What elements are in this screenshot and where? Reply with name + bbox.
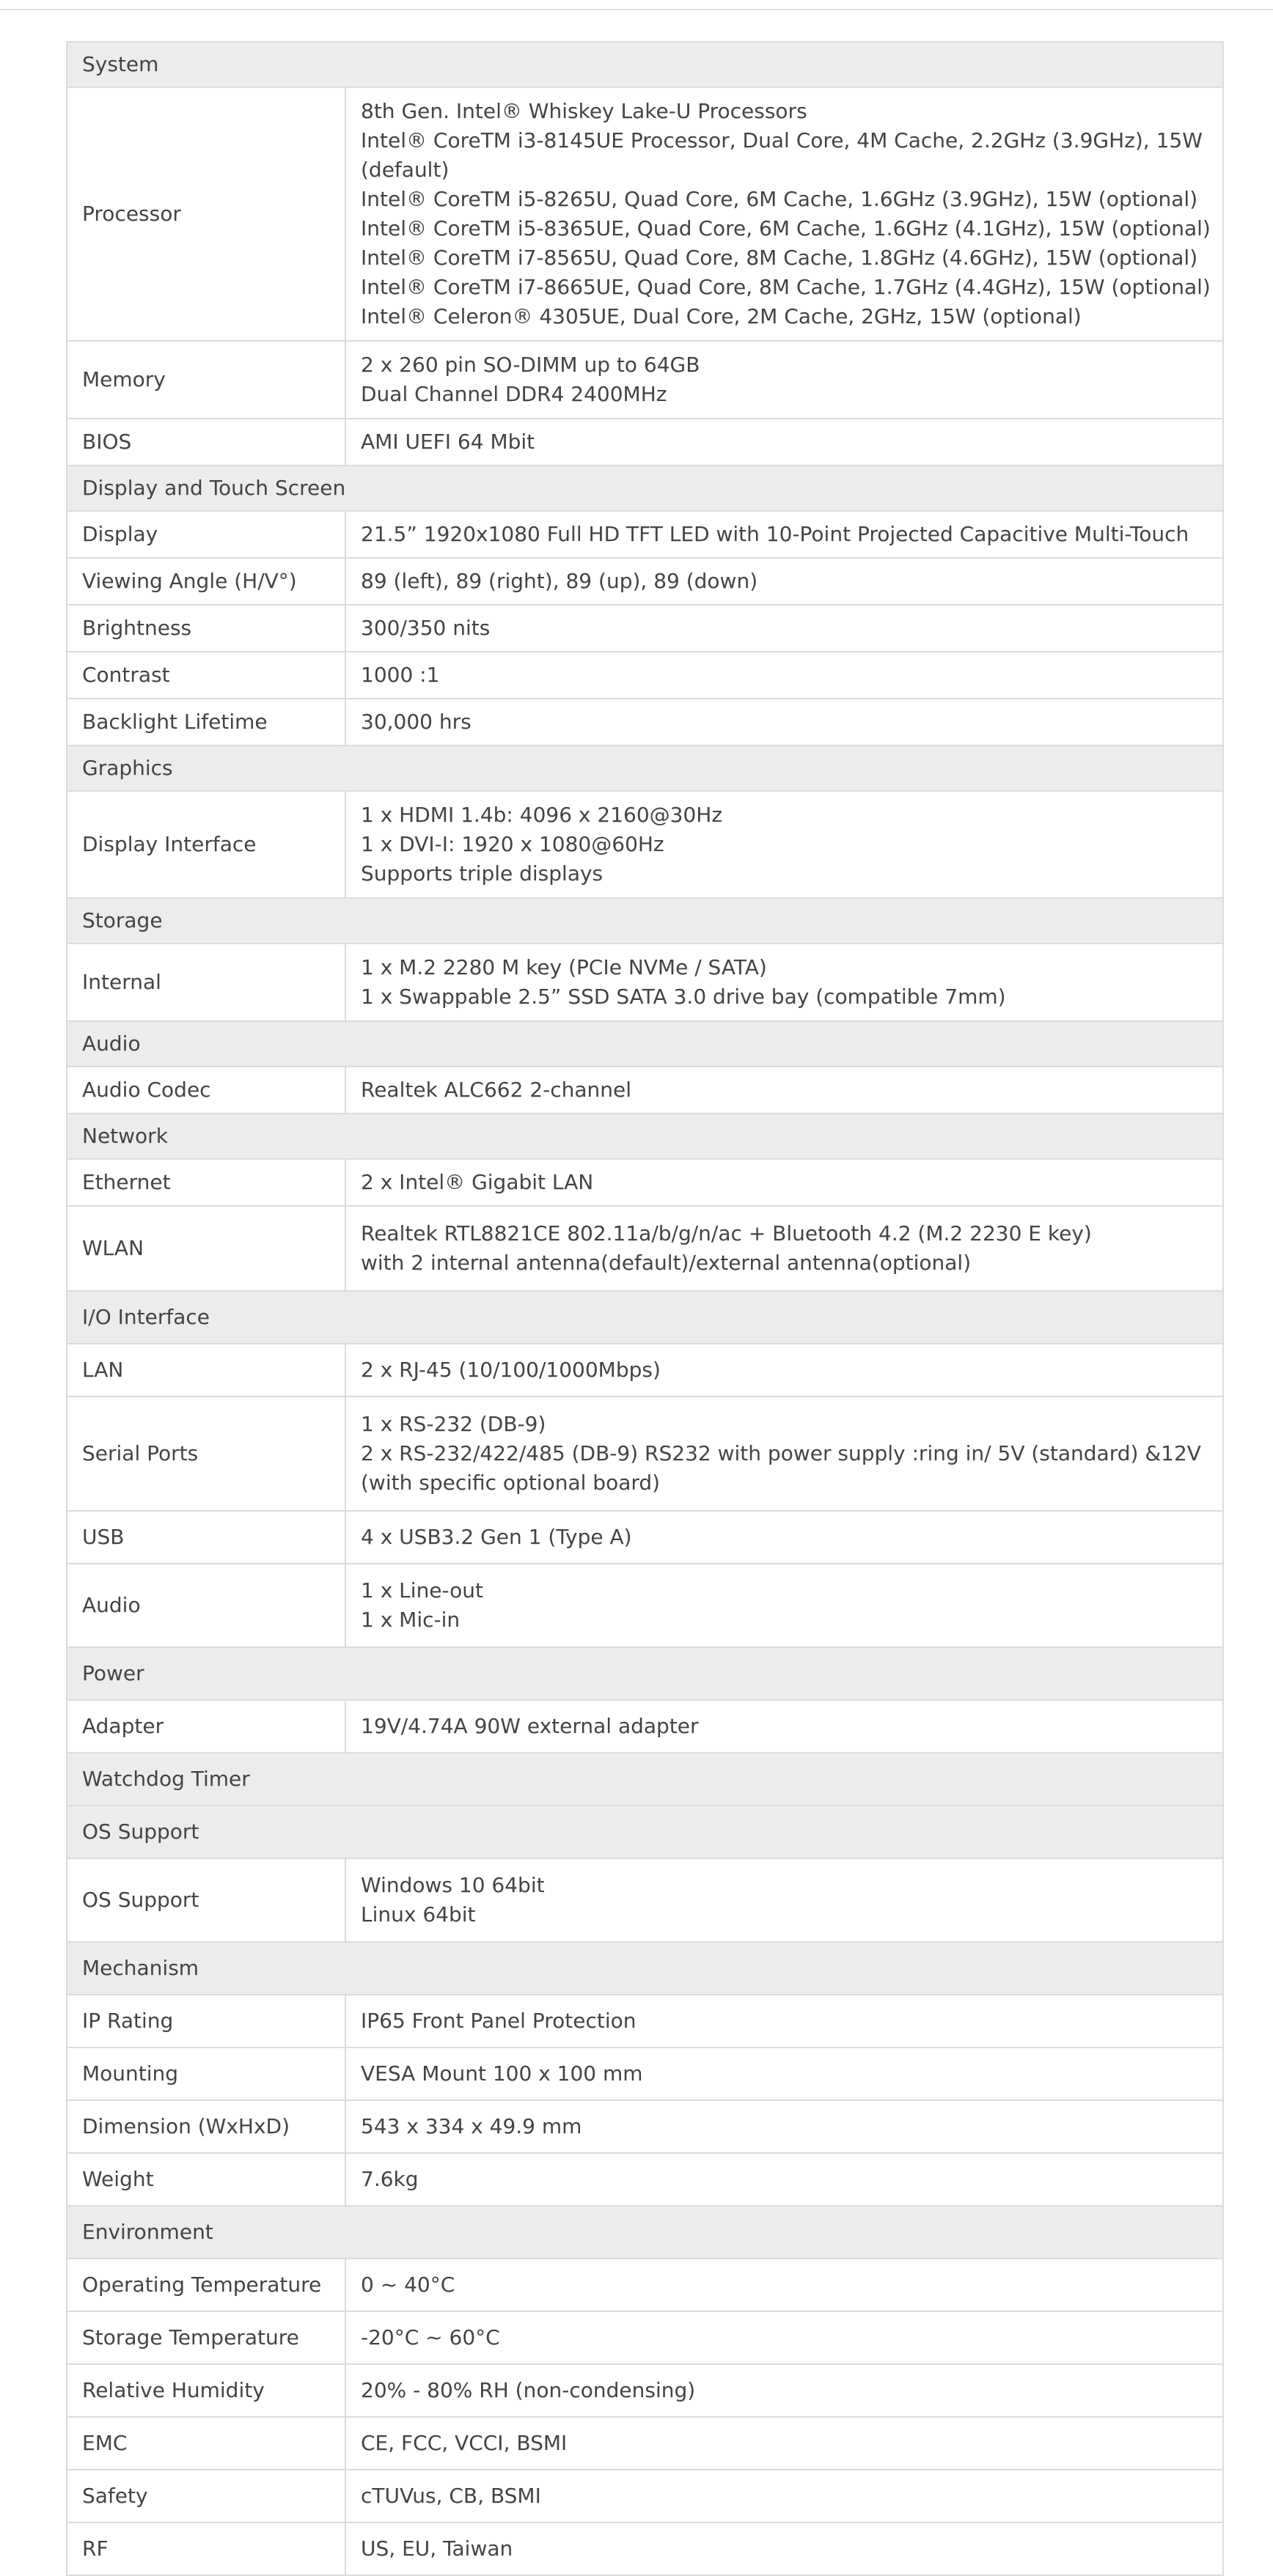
spec-value-line: Intel® Celeron® 4305UE, Dual Core, 2M Cache, 2GHz, 15W (optional) [361,304,1082,328]
spec-label: USB [67,1511,345,1564]
spec-value [345,652,1223,699]
spec-row [67,1344,1223,1396]
spec-value-line: 1 x Mic-in [361,1608,461,1632]
spec-value-line: 300/350 nits [361,616,491,640]
spec-value [345,87,1223,341]
section-header [67,1114,1223,1159]
spec-value [345,1067,1223,1114]
spec-value-line: 19V/4.74A 90W external adapter [361,1714,699,1738]
spec-label: Operating Temperature [67,2259,345,2311]
section-title: System [67,42,1223,87]
spec-value [345,341,1223,419]
section-header [67,1291,1223,1344]
spec-value [345,2153,1223,2206]
spec-value [345,1159,1223,1206]
spec-value-line: VESA Mount 100 x 100 mm [361,2061,643,2086]
spec-value [345,1700,1223,1753]
spec-row [67,1858,1223,1942]
spec-value-line: CE, FCC, VCCI, BSMI [361,2431,568,2455]
spec-label: OS Support [67,1858,345,1942]
spec-value [345,2522,1223,2575]
spec-row [67,2047,1223,2100]
section-header [67,746,1223,791]
spec-value-line: Intel® CoreTM i5-8365UE, Quad Core, 6M Cache, 1.6GHz (4.1GHz), 15W (optional) [361,216,1211,240]
spec-row [67,87,1223,341]
spec-value-line: 2 x 260 pin SO-DIMM up to 64GB [361,353,700,377]
spec-row [67,1159,1223,1206]
spec-value-line: 21.5” 1920x1080 Full HD TFT LED with 10-Point Projected Capacitive Multi-Touch [361,522,1189,546]
spec-value-line: 0 ~ 40°C [361,2273,455,2297]
spec-row [67,2470,1223,2522]
spec-row [67,1564,1223,1647]
spec-row [67,419,1223,465]
spec-label: Dimension (WxHxD) [67,2100,345,2153]
spec-value-line: US, EU, Taiwan [361,2536,513,2561]
spec-value [345,1564,1223,1647]
spec-row [67,652,1223,699]
spec-value-line: 1000 :1 [361,663,440,687]
spec-value [345,605,1223,652]
spec-label: Audio [67,1564,345,1647]
section-header [67,898,1223,943]
spec-value [345,1344,1223,1396]
spec-label: Internal [67,943,345,1021]
top-divider [0,9,1273,10]
section-header [67,42,1223,87]
spec-value-line: Realtek ALC662 2-channel [361,1078,632,1102]
spec-row [67,2364,1223,2417]
spec-row [67,511,1223,558]
spec-label: Relative Humidity [67,2364,345,2417]
spec-value-line: 1 x Line-out [361,1578,484,1602]
section-title: Watchdog Timer [67,1753,1223,1806]
spec-value-line: 1 x RS-232 (DB-9) [361,1412,546,1436]
spec-label: Viewing Angle (H/V°) [67,558,345,605]
spec-value [345,2417,1223,2470]
spec-value-line: with 2 internal antenna(default)/external antenna(optional) [361,1251,972,1275]
spec-label: Contrast [67,652,345,699]
spec-value-line: 7.6kg [361,2167,419,2191]
spec-label: EMC [67,2417,345,2470]
spec-value [345,1511,1223,1564]
spec-label: Display Interface [67,791,345,898]
section-header [67,1806,1223,1858]
spec-value-line: 8th Gen. Intel® Whiskey Lake-U Processors [361,99,807,123]
spec-value-line: (with specific optional board) [361,1471,661,1495]
section-header [67,1021,1223,1067]
spec-value [345,2311,1223,2364]
spec-row [67,699,1223,746]
spec-value [345,1206,1223,1291]
spec-value [345,419,1223,465]
spec-value-line: 2 x RS-232/422/485 (DB-9) RS232 with power supply :ring in/ 5V (standard) &12V [361,1441,1201,1465]
section-header [67,1753,1223,1806]
spec-table [66,41,1224,2576]
spec-value [345,791,1223,898]
spec-label: Storage Temperature [67,2311,345,2364]
section-title: Network [67,1114,1223,1159]
spec-label: Processor [67,87,345,341]
spec-value-line: Intel® CoreTM i3-8145UE Processor, Dual Core, 4M Cache, 2.2GHz (3.9GHz), 15W [361,128,1203,152]
spec-label: Backlight Lifetime [67,699,345,746]
spec-value [345,2100,1223,2153]
spec-label: LAN [67,1344,345,1396]
spec-row [67,2259,1223,2311]
spec-value-line: 4 x USB3.2 Gen 1 (Type A) [361,1525,632,1549]
spec-label: Weight [67,2153,345,2206]
spec-value-line: cTUVus, CB, BSMI [361,2484,541,2508]
section-title: Audio [67,1021,1223,1067]
spec-value-line: Dual Channel DDR4 2400MHz [361,382,667,406]
spec-label: BIOS [67,419,345,465]
spec-value [345,2047,1223,2100]
spec-label: Adapter [67,1700,345,1753]
spec-value-line: (default) [361,158,450,182]
spec-table-body [67,42,1223,2575]
section-title: Storage [67,898,1223,943]
spec-row [67,1511,1223,1564]
spec-value [345,558,1223,605]
spec-value-line: 543 x 334 x 49.9 mm [361,2114,582,2138]
section-title: Power [67,1647,1223,1700]
spec-value-line: 89 (left), 89 (right), 89 (up), 89 (down) [361,569,758,593]
section-header [67,1942,1223,1995]
spec-value-line: AMI UEFI 64 Mbit [361,430,535,454]
spec-row [67,2100,1223,2153]
spec-row [67,943,1223,1021]
spec-row [67,2522,1223,2575]
spec-value-line: 30,000 hrs [361,710,472,734]
spec-value [345,943,1223,1021]
spec-value-line: 1 x HDMI 1.4b: 4096 x 2160@30Hz [361,803,723,827]
section-title: OS Support [67,1806,1223,1858]
spec-row [67,791,1223,898]
section-header [67,1647,1223,1700]
spec-value [345,1995,1223,2047]
spec-row [67,1700,1223,1753]
spec-row [67,2153,1223,2206]
spec-row [67,341,1223,419]
spec-value [345,2364,1223,2417]
spec-label: RF [67,2522,345,2575]
spec-value [345,2259,1223,2311]
spec-value-line: Windows 10 64bit [361,1873,545,1897]
spec-row [67,2417,1223,2470]
spec-value [345,1396,1223,1511]
section-title: Environment [67,2206,1223,2259]
section-title: Graphics [67,746,1223,791]
spec-row [67,1067,1223,1114]
spec-value [345,2470,1223,2522]
spec-value-line: Intel® CoreTM i7-8665UE, Quad Core, 8M Cache, 1.7GHz (4.4GHz), 15W (optional) [361,275,1211,299]
spec-value-line: Supports triple displays [361,861,604,886]
spec-value-line: -20°C ~ 60°C [361,2325,500,2349]
spec-value-line: Intel® CoreTM i5-8265U, Quad Core, 6M Cache, 1.6GHz (3.9GHz), 15W (optional) [361,187,1198,211]
section-title: I/O Interface [67,1291,1223,1344]
spec-label: WLAN [67,1206,345,1291]
spec-label: Display [67,511,345,558]
spec-row [67,558,1223,605]
spec-value-line: 1 x DVI-I: 1920 x 1080@60Hz [361,832,664,856]
spec-label: Audio Codec [67,1067,345,1114]
spec-value-line: Linux 64bit [361,1902,476,1927]
spec-value-line: Intel® CoreTM i7-8565U, Quad Core, 8M Cache, 1.8GHz (4.6GHz), 15W (optional) [361,246,1198,270]
spec-row [67,2311,1223,2364]
spec-value-line: 20% - 80% RH (non-condensing) [361,2378,696,2402]
spec-label: Brightness [67,605,345,652]
spec-label: Memory [67,341,345,419]
section-title: Display and Touch Screen [67,465,1223,511]
spec-label: IP Rating [67,1995,345,2047]
spec-value [345,1858,1223,1942]
spec-label: Serial Ports [67,1396,345,1511]
spec-value [345,511,1223,558]
spec-value-line: 1 x Swappable 2.5” SSD SATA 3.0 drive bay (compatible 7mm) [361,985,1006,1009]
spec-value-line: 2 x RJ-45 (10/100/1000Mbps) [361,1358,661,1382]
spec-row [67,1396,1223,1511]
spec-label: Ethernet [67,1159,345,1206]
section-header [67,2206,1223,2259]
spec-value-line: 1 x M.2 2280 M key (PCIe NVMe / SATA) [361,955,767,979]
section-title: Mechanism [67,1942,1223,1995]
spec-value-line: IP65 Front Panel Protection [361,2009,636,2033]
spec-label: Safety [67,2470,345,2522]
spec-row [67,1995,1223,2047]
spec-value-line: Realtek RTL8821CE 802.11a/b/g/n/ac + Bluetooth 4.2 (M.2 2230 E key) [361,1221,1092,1245]
spec-row [67,1206,1223,1291]
spec-value [345,699,1223,746]
section-header [67,465,1223,511]
spec-row [67,605,1223,652]
spec-value-line: 2 x Intel® Gigabit LAN [361,1170,594,1194]
spec-label: Mounting [67,2047,345,2100]
